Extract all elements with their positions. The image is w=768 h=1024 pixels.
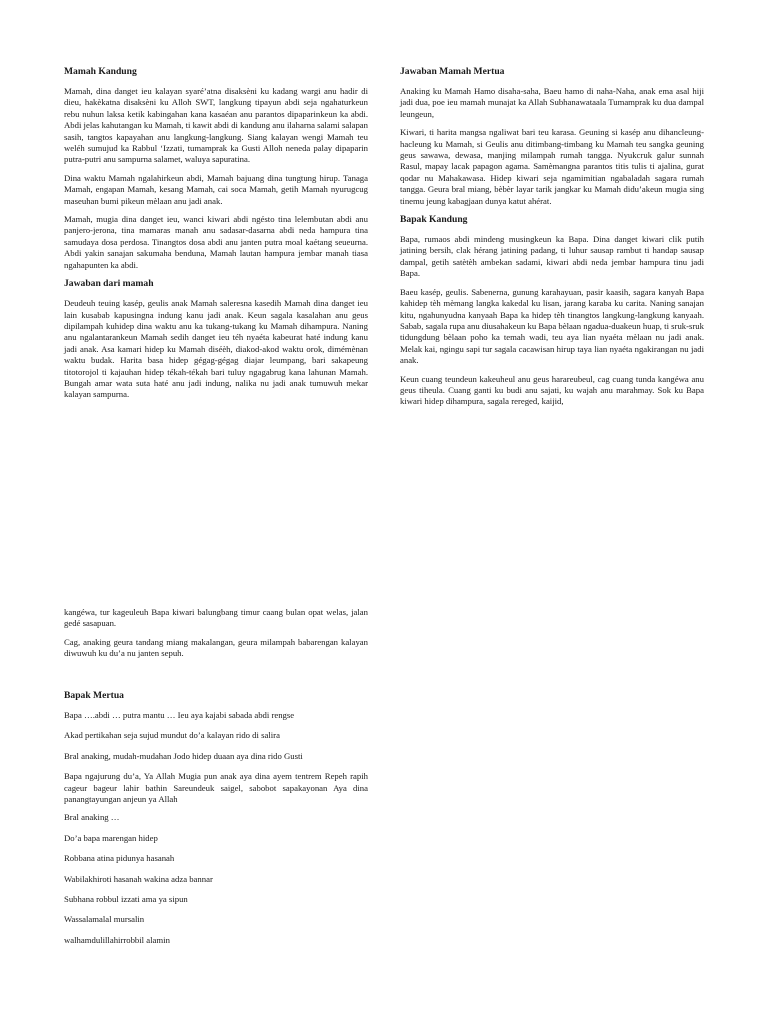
left-column-top bbox=[64, 66, 368, 408]
paragraph: Anaking ku Mamah Hamo disaha-saha, Baeu hamo di naha-Naha, anak ema asal hiji jadi dua, poe ieu mamah munajat ka Allah Subhanawataala Tumamprak ku dua dampal leungeun, bbox=[400, 86, 704, 119]
paragraph: Cag, anaking geura tandang miang makalangan, geura milampah babarengan kalayan diwuwuh ku du’a nu janten sepuh. bbox=[64, 636, 368, 659]
prayer-line: Subhana robbul izzati ama ya sipun bbox=[64, 894, 188, 905]
heading-jawaban-dari-mamah: Jawaban dari mamah bbox=[64, 278, 154, 290]
prayer-line: Bral anaking, mudah-mudahan Jodo hidep duaan aya dina rido Gusti bbox=[64, 750, 303, 761]
heading-bapak-mertua: Bapak Mertua bbox=[64, 690, 124, 701]
paragraph: Kiwari, ti harita mangsa ngaliwat bari teu karasa. Geuning si kasép anu dihancleung-hacleung ku Mamah, si Geulis anu ditimbang-timbang ku Mamah teu sangka geuning geus sawawa, dewasa, manjing milampah rumah tangga. Nyukcruk galur sunnah Rasul, mapay lacak papagon agama. Samèmangna parantos titis tulis ti ajalina, gurat qodar nu Mahakawasa. Hidep kiwari seja ngamimitian ngabaladah sagara rumah tangga. Geura bral miang, bèbèr layar tarik jangkar ku Mamah didu’akeun mugia sing tinemu jeung kabagjaan dunya katut ahérat. bbox=[400, 127, 704, 206]
heading-jawaban-mamah-mertua: Jawaban Mamah Mertua bbox=[400, 66, 505, 77]
prayer-line: Akad pertikahan seja sujud mundut do’a kalayan rido di salira bbox=[64, 730, 280, 741]
paragraph: Baeu kasép, geulis. Sabenerna, gunung karahayuan, pasir kaasih, sagara kanyah Bapa kahidep tèh mèmang langka kakedal ku lisan, jarang karaba ku carita. Naning sanajan kitu, ngahunyudna kanyaah Bapa ka hidep tèh tinangtos langkung-langkung kanyaah. Sabab, sagala rupa anu diusahakeun ku Bapa bèlaan ngadua-duakeun huap, ti sruk-sruk tidungdung bèlaan poho ka temah wadi, teu aya lian nyaéta mèlaan nu jadi anak. Melak kai, ngingu sapi tur sagala cacawisan hirup taya lian nyaéta ngakirangan nu jadi anak. bbox=[400, 286, 704, 366]
prayer-line: Do’a bapa marengan hidep bbox=[64, 832, 158, 843]
paragraph: kangéwa, tur kageuleuh Bapa kiwari balungbang timur caang bulan opat welas, jalan gedé sasapuan. bbox=[64, 607, 368, 629]
prayer-line: Bral anaking … bbox=[64, 812, 120, 823]
heading-bapak-kandung: Bapak Kandung bbox=[400, 214, 468, 226]
prayer-line: Wabilakhiroti hasanah wakina adza bannar bbox=[64, 873, 213, 884]
heading-mamah-kandung: Mamah Kandung bbox=[64, 66, 137, 77]
prayer-line: Bapa ngajurung du’a, Ya Allah Mugia pun anak aya dina ayem tentrem Repeh rapih cageur bageur lahir bathin Sareundeuk saigel, sabobot sapakayonan Aya dina panangtayungan anjeun ya Allah bbox=[64, 771, 368, 805]
right-column bbox=[400, 66, 704, 415]
prayer-line: walhamdulillahirrobbil alamin bbox=[64, 934, 170, 945]
paragraph: Mamah, dina danget ieu kalayan syaré’atna disaksèni ku kadang wargi anu hadir di dieu, hakèkatna disaksèni ku Alloh SWT, langkung tipayun abdi seja ngahaturkeun rebu nuhun laksa ketik kabingahan kana kasaéan anu parantos dipaparinkeun ka abdi. Abdi jelas kahutangan ku Mamah, ti kawit abdi di kandung anu ilaharna salami salapan sasih, tangtos kapayahan anu langkung-langkung. Siang kalayan wengi Mamah teu weléh sumujud ka Rabbul ‘Izzati, tumamprak ka Gusti Alloh neneda palay dipaparin putra-putri anu sampurna salamet, waluya sapuratina. bbox=[64, 86, 368, 165]
left-column-bapak-mertua bbox=[64, 690, 368, 955]
paragraph: Keun cuang teundeun kakeuheul anu geus harareubeul, cag cuang tunda kangéwa anu geus tiheula. Cuang ganti ku budi anu sajati, ku wajah anu marahmay. Sok ku Bapa kiwari hidep dihampura, sagala rereged, kaijid, bbox=[400, 373, 704, 407]
paragraph: Dina waktu Mamah ngalahirkeun abdi, Mamah bajuang dina tungtung hirup. Tanaga Mamah, engapan Mamah, kesang Mamah, cai soca Mamah, getih Mamah nyurugcug maseuhan bumi pikeun mèlaan anu jadi anak. bbox=[64, 172, 368, 206]
paragraph: Deudeuh teuing kasép, geulis anak Mamah saleresna kasedih Mamah dina danget ieu lain kusabab kapusingna indung kanu jadi anak. Keun sagala kasalahan anu geus dipilampah kuhidep dina waktu anu ka tukang-tukang ku Mamah dihampura. Naning anu ngalantarankeun Mamah sedih danget ieu téh nyaéta kabeurat haté indung kanu jadi anak. Asa kamari hidep ku Mamah diséèh, diakod-akod waktu orok, dimémènan waktu budak. Harita basa hidep gégag-gégag diajar leumpang, bari sakapeung titotorojol ti kajauhan hidep tékah-tékah bari tuluy ngagabrug kana lahunan Mamah. Bungah amar wata suta haté anu jadi indung, nalika nu jadi anak tumuwuh mekar kalayan sampurna. bbox=[64, 298, 368, 400]
prayer-line: Bapa ….abdi … putra mantu … Ieu aya kajabi sabada abdi rengse bbox=[64, 710, 295, 720]
paragraph: Mamah, mugia dina danget ieu, wanci kiwari abdi ngésto tina lelembutan abdi anu panjero-jerona, tina mamaras manah anu sadasar-dasarna abdi neda hampura tina samudaya dosa perdosa. Tinangtos dosa abdi anu janten putra moal kaétang seueurna. Abdi yakin sanajan sakumaha benduna, Mamah lautan hampura jembar manah tiasa ngahapunten ka abdi. bbox=[64, 214, 368, 270]
prayer-line: Wassalamalal mursalin bbox=[64, 914, 145, 925]
left-column-bottom bbox=[64, 607, 368, 667]
paragraph: Bapa, rumaos abdi mindeng musingkeun ka Bapa. Dina danget kiwari clik putih jatining bersih, clak hérang jatining padang, ti luhur sausap rambut ti handap sausap dampal, getih satètèh ambekan sadami, kiwari abdi neda jembar hampura tinu jadi Bapa. bbox=[400, 234, 704, 279]
prayer-line: Robbana atina pidunya hasanah bbox=[64, 853, 175, 864]
